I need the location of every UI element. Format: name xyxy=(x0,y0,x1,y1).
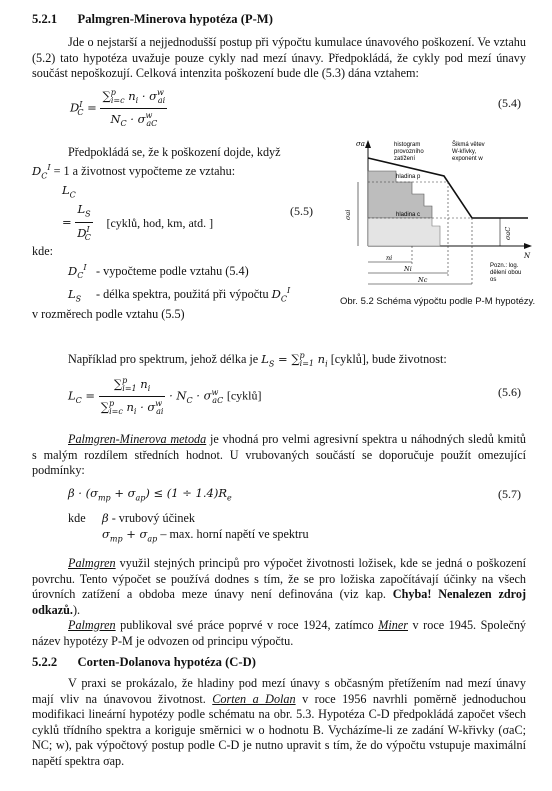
section-title: Corten-Dolanova hypotéza (C-D) xyxy=(77,655,256,669)
label-zatizeni: zatížení xyxy=(394,156,416,162)
label-pozn-1: Pozn.: log. xyxy=(490,263,519,269)
section-number: 5.2.1 xyxy=(32,12,58,26)
paragraph-palmgren-history: Palmgren publikoval své práce poprvé v roce 1924, zatímco Miner v roce 1945. Společný název hypotézy P-M je odvozen od principu výpočtu. xyxy=(32,618,527,648)
label-Nc: Nc xyxy=(418,276,428,284)
label-pozn-2: dělení obou xyxy=(490,270,522,276)
equation-5-6: $L_C$ = $\frac{\sum^p_{i=1} n_i}{\sum^p_{i=c} n_i \cdot \sigma^w_{ai}}$ · $N_C \cdot \sigma^w_{aC}$ [cyklů] xyxy=(68,376,262,417)
figure-caption: Obr. 5.2 Schéma výpočtu podle P-M hypotézy. xyxy=(340,296,536,307)
section-title: Palmgren-Minerova hypotéza (P-M) xyxy=(77,12,273,26)
equation-5-5: $L_C$ = $\frac{L_S}{D^I_C}$ [cyklů, hod, km, atd. ] xyxy=(62,183,214,242)
label-w-krivky: W-křivky, xyxy=(452,149,477,155)
label-N-axis: N xyxy=(524,252,531,260)
equation-5-7: $\beta \cdot (\sigma_{mp} + \sigma_{ap}) \le (1 \div 1.4)R_e$ xyxy=(68,486,232,503)
section-heading-5-2-1 xyxy=(32,12,273,27)
label-hladina-c: hladina c xyxy=(396,212,421,218)
definitions-block-2: kde β - vrubový účinek $\sigma_{mp} + \sigma_{ap} - \max$. horní napětí ve spektru xyxy=(68,511,309,544)
paragraph-palmgren-bearings: Palmgren využil stejných principů pro výpočet životnosti ložisek, kde se jedná o poškození povrchu. Tento výpočet se používá dodnes s tím, že se pro ložiska započítávají účinky na všech úrovních zatížení a obdoba meze únavy není definována (viz kap. Chyba! Nenalezen zdroj odkazů.). xyxy=(32,556,527,617)
paragraph-intro: Jde o nejstarší a nejjednodušší postup při výpočtu kumulace únavového poškození. Ve vztahu (5.2) tato hypotéza uvažuje pouze cykly nad mezí únavy. Předpokládá, že cykly pod mezí únavy součást nepoškozují. Celková intenzita poškození bude dle (5.3) dána vztahem: xyxy=(32,35,526,81)
paragraph-assumption: Předpokládá se, že k poškození dojde, když $D_C^I = 1$ a životnost vypočteme ze vztahu: xyxy=(32,145,281,181)
label-sigma-ac: σaC xyxy=(504,226,512,240)
paragraph-corten-dolan: V praxi se prokázalo, že hladiny pod mezí únavy s občasným přetížením nad mezí únavy mají vliv na únavovou životnost. Corten a Dolan v roce 1956 navrhli poměrně jednoduchou modifikaci lineární hypotézy podle schématu na obr. 5.3. Hypotéza C-D předpokládá započet všech cyklů třídního spektra a koriguje směrnici w o hodnotu B. Vycházíme-li ze zadání W-křivky (σaC; NC; w), pak výpočtový postup podle C-D je nutno upravit s tím, že do výpočtu vstupuje maximální napětí spektra σap. xyxy=(32,676,526,768)
label-Ni: Ni xyxy=(404,265,412,273)
label-histogram: histogram xyxy=(394,142,421,148)
paragraph-example: Například pro spektrum, jehož délka je $L_S = \sum^p_{i=1}$ $n_i$ [cyklů], bude životnost: xyxy=(68,351,447,369)
label-sigma-a: σa xyxy=(356,140,365,148)
section-number: 5.2.2 xyxy=(32,655,58,669)
equation-number-5-7: (5.7) xyxy=(498,487,521,501)
section-heading-5-2-2 xyxy=(32,655,256,670)
equation-number-5-4: (5.4) xyxy=(498,96,521,110)
paragraph-pm-method: Palmgren-Minerova metoda je vhodná pro velmi agresivní spektra u náhodných sledů kmitů s malým rozdílem středních hodnot. U vrubovaných součástí se doporučuje použít omezující podmínky: xyxy=(32,432,526,478)
label-provozniho: provozního xyxy=(394,149,424,155)
equation-number-5-6: (5.6) xyxy=(498,385,521,399)
label-sigma-ai: σai xyxy=(344,209,352,220)
equation-5-4: $D^I_C$ = $\frac{\sum^p_{i=c} n_i \cdot \sigma^w_{ai}}{N_C \cdot \sigma^w_{aC}}$ xyxy=(70,88,166,129)
label-pozn-3: os xyxy=(490,277,497,283)
definitions-block-1: kde: $D_C^I$ - vypočteme podle vztahu (5.4) $L_S$ - délka spektra, použitá při výpočtu $D_C^I$ v rozměrech podle vztahu (5.5) xyxy=(32,244,291,321)
label-hladina-p: hladina p xyxy=(396,174,421,180)
equation-number-5-5: (5.5) xyxy=(290,204,313,218)
label-ni: ni xyxy=(386,254,393,262)
label-sikma-vetev: Šikmá větev xyxy=(452,142,485,148)
label-exponent: exponent w xyxy=(452,156,483,162)
figure-pm-schema xyxy=(340,136,535,294)
